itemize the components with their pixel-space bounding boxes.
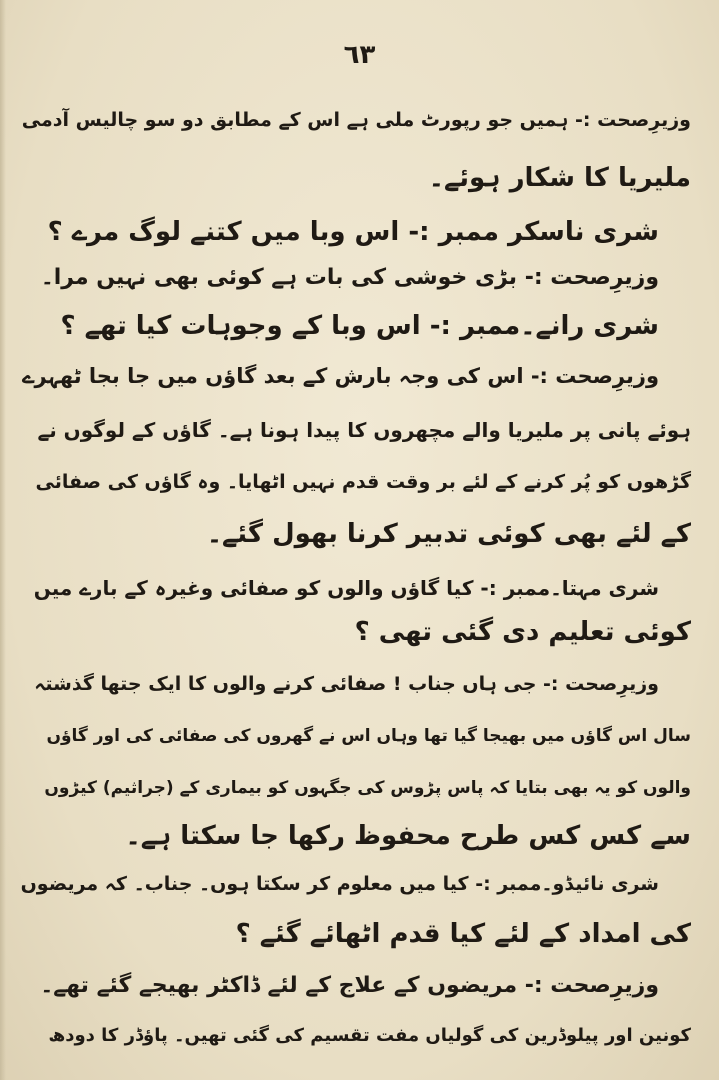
text-line: ہوئے پانی پر ملیریا والے مچھروں کا پیدا ہونا ہے۔ گاؤں کے لوگوں نے [37, 418, 691, 442]
text-line: شری مہتا۔ممبر :- کیا گاؤں والوں کو صفائی وغیرہ کے بارے میں [33, 576, 659, 600]
text-line: گڑھوں کو پُر کرنے کے لئے بر وقت قدم نہیں اٹھایا۔ وہ گاؤں کی صفائی [35, 471, 691, 493]
text-line: کوئی تعلیم دی گئی تھی ؟ [354, 617, 691, 647]
text-line: کے لئے بھی کوئی تدبیر کرنا بھول گئے۔ [206, 519, 691, 549]
text-line: سے کس کس طرح محفوظ رکھا جا سکتا ہے۔ [125, 821, 691, 851]
text-line: وزیرِصحت :- ہمیں جو رپورٹ ملی ہے اس کے مطابق دو سو چالیس آدمی [21, 109, 691, 131]
text-line: ملیریا کا شکار ہوئے۔ [428, 163, 691, 193]
text-line: وزیرِصحت :- جی ہاں جناب ! صفائی کرنے والوں کا ایک جتھا گذشتہ [34, 673, 659, 695]
text-line: شری ناسکر ممبر :- اس وبا میں کتنے لوگ مرے ؟ [47, 217, 659, 247]
page-edge-shadow [0, 0, 6, 1080]
text-line: کونین اور پیلوڈرین کی گولیاں مفت تقسیم کی گئی تھیں۔ پاؤڈر کا دودھ [48, 1025, 691, 1046]
text-line: وزیرِصحت :- اس کی وجہ بارش کے بعد گاؤں میں جا بجا ٹھہرے [22, 364, 659, 388]
text-line: شری رانے۔ممبر :- اس وبا کے وجوہات کیا تھے ؟ [60, 311, 659, 341]
text-line: شری نائیڈو۔ممبر :- کیا میں معلوم کر سکتا ہوں۔ جناب۔ کہ مریضوں [20, 873, 659, 895]
text-line: وزیرِصحت :- بڑی خوشی کی بات ہے کوئی بھی نہیں مرا۔ [40, 265, 659, 290]
page-number: ٦٣ [343, 40, 376, 70]
text-line: والوں کو یہ بھی بتایا کہ پاس پڑوس کی جگہوں کو بیماری کے (جراثیم) کیڑوں [44, 778, 691, 798]
text-line: وزیرِصحت :- مریضوں کے علاج کے لئے ڈاکٹر بھیجے گئے تھے۔ [40, 973, 659, 998]
text-line: کی امداد کے لئے کیا قدم اٹھائے گئے ؟ [235, 919, 691, 949]
text-line: سال اس گاؤں میں بھیجا گیا تھا وہاں اس نے گھروں کی صفائی کی اور گاؤں [46, 726, 691, 746]
